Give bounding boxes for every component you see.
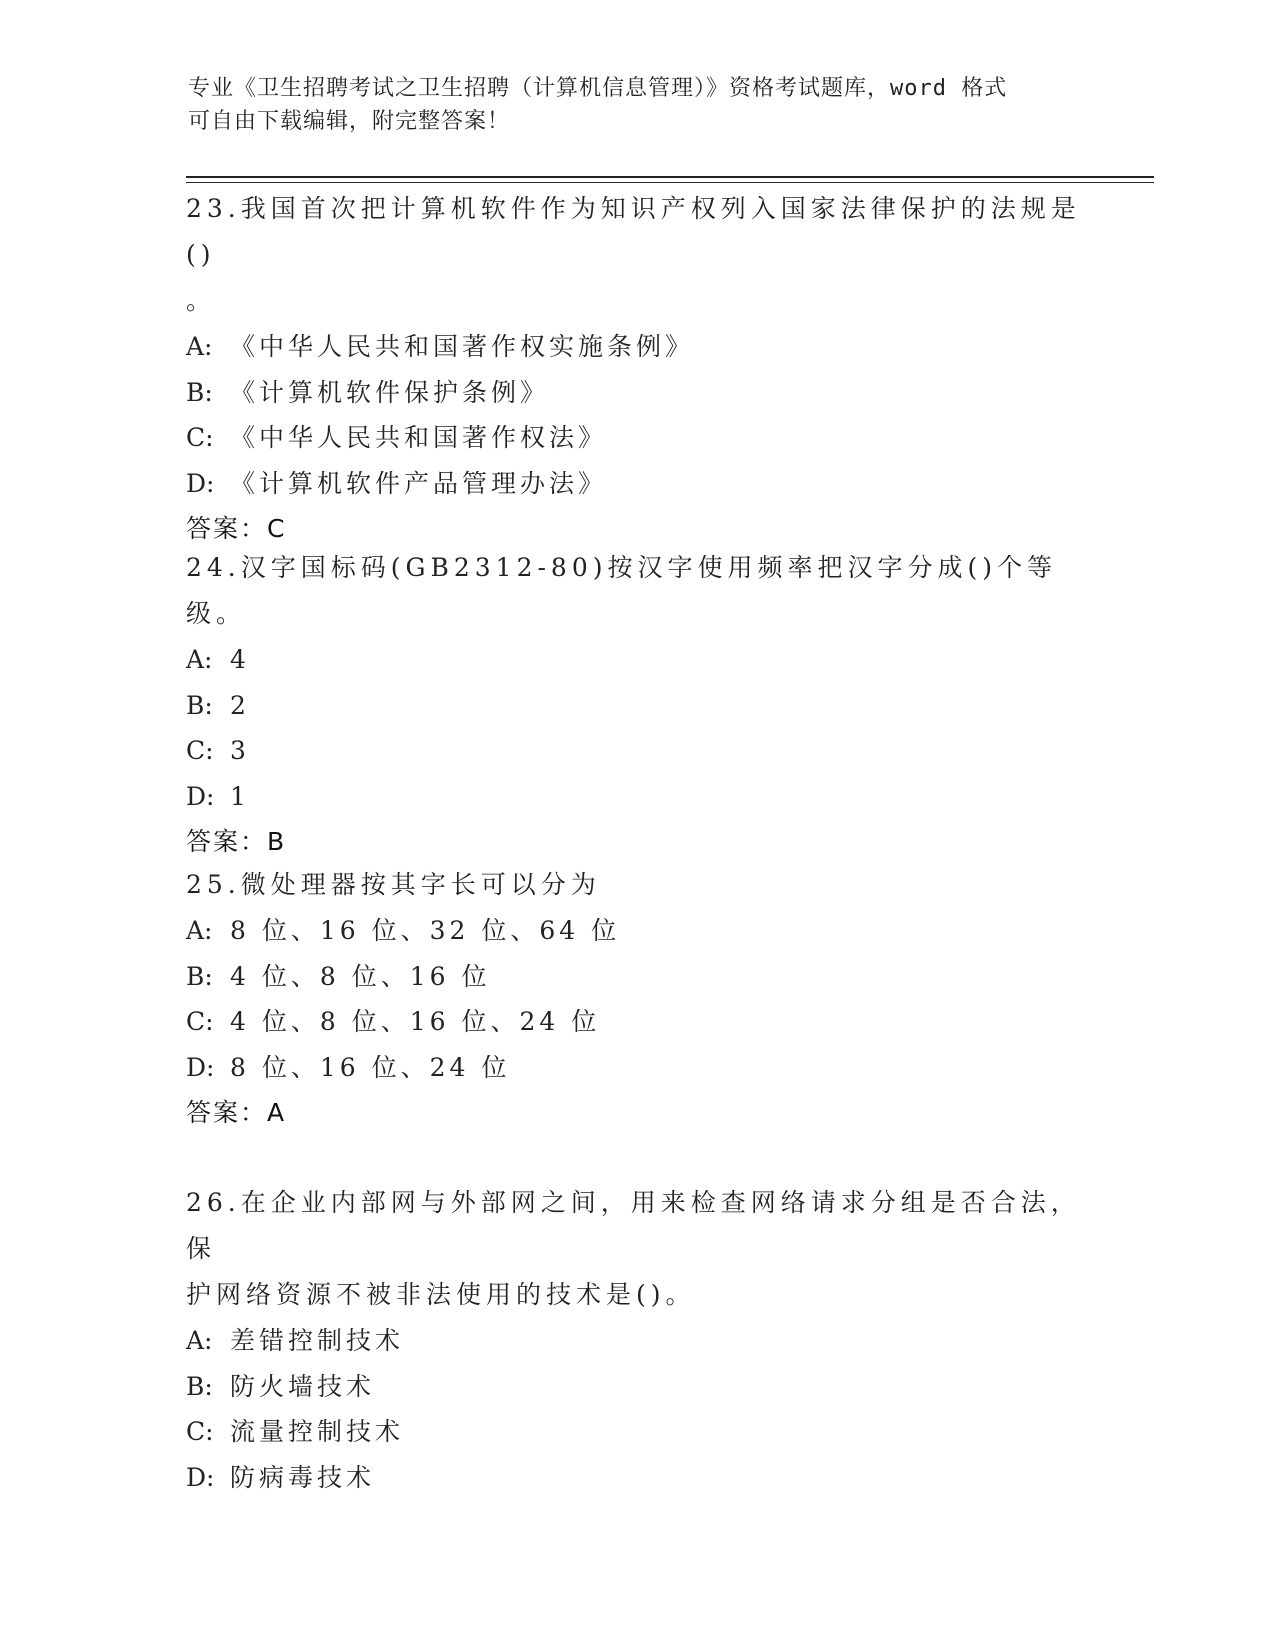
option-text: 防火墙技术 [230,1371,376,1401]
option-letter: B: [186,1371,213,1401]
option-letter: A: [186,1326,213,1355]
option-c [186,415,1086,461]
option-text: 防病毒技术 [230,1462,376,1492]
option-letter: A: [186,332,213,361]
option-text: 流量控制技术 [230,1417,405,1446]
option-letter: C: [186,1417,214,1446]
option-letter: B: [186,961,213,991]
option-letter: D: [186,1462,215,1492]
header-divider-thick [186,176,1154,178]
option-text: 差错控制技术 [230,1326,405,1355]
option-text: 《中华人民共和国著作权实施条例》 [230,332,695,361]
option-b [186,683,1086,729]
question-23 [186,186,1086,552]
question-stem: 24.汉字国标码(GB2312-80)按汉字使用频率把汉字分成()个等级。 [186,553,1057,628]
option-text: 8 位、16 位、32 位、64 位 [230,916,621,945]
option-a [186,324,1086,370]
answer-line: 答案：C [186,514,287,543]
answer-line: 答案：B [186,827,287,856]
option-letter: B: [186,690,213,720]
option-letter: D: [186,468,215,498]
answer-line: 答案：A [186,1098,287,1127]
option-text: 4 位、8 位、16 位、24 位 [230,1007,601,1036]
option-c [186,1409,1086,1455]
option-text: 《中华人民共和国著作权法》 [230,423,608,452]
option-text: 2 [230,690,250,720]
option-d [186,774,1086,820]
option-b [186,370,1086,416]
option-text: 4 位、8 位、16 位 [230,961,491,991]
question-stem: 26.在企业内部网与外部网之间，用来检查网络请求分组是否合法，保 [186,1188,1081,1263]
option-a [186,637,1086,683]
option-letter: D: [186,781,215,811]
option-text: 1 [230,781,250,811]
question-stem: 25.微处理器按其字长可以分为 [186,870,601,899]
question-stem-continuation: 护网络资源不被非法使用的技术是()。 [186,1280,696,1309]
question-26 [186,1180,1086,1500]
option-letter: C: [186,423,214,452]
header-line-1: 专业《卫生招聘考试之卫生招聘（计算机信息管理）》资格考试题库，word 格式 [188,76,1008,101]
option-letter: A: [186,645,213,674]
question-stem-continuation: 。 [186,286,217,315]
question-24 [186,545,1086,865]
option-text: 《计算机软件保护条例》 [230,377,550,407]
option-text: 《计算机软件产品管理办法》 [230,468,608,498]
option-a [186,908,1086,954]
option-letter: C: [186,1007,214,1036]
option-c [186,728,1086,774]
header-line-2: 可自由下载编辑，附完整答案！ [188,109,511,134]
option-d [186,1455,1086,1501]
option-c [186,999,1086,1045]
option-a [186,1318,1086,1364]
question-25 [186,862,1086,1136]
option-d [186,1045,1086,1091]
option-b [186,954,1086,1000]
option-letter: D: [186,1052,215,1082]
option-d [186,461,1086,507]
option-letter: A: [186,916,213,945]
header-divider-thin [186,182,1154,183]
option-letter: C: [186,736,214,765]
option-text: 8 位、16 位、24 位 [230,1052,511,1082]
question-stem: 23.我国首次把计算机软件作为知识产权列入国家法律保护的法规是() [186,194,1081,269]
option-text: 3 [230,736,250,765]
option-letter: B: [186,377,213,407]
option-text: 4 [230,645,250,674]
option-b [186,1364,1086,1410]
document-header [188,72,1088,138]
